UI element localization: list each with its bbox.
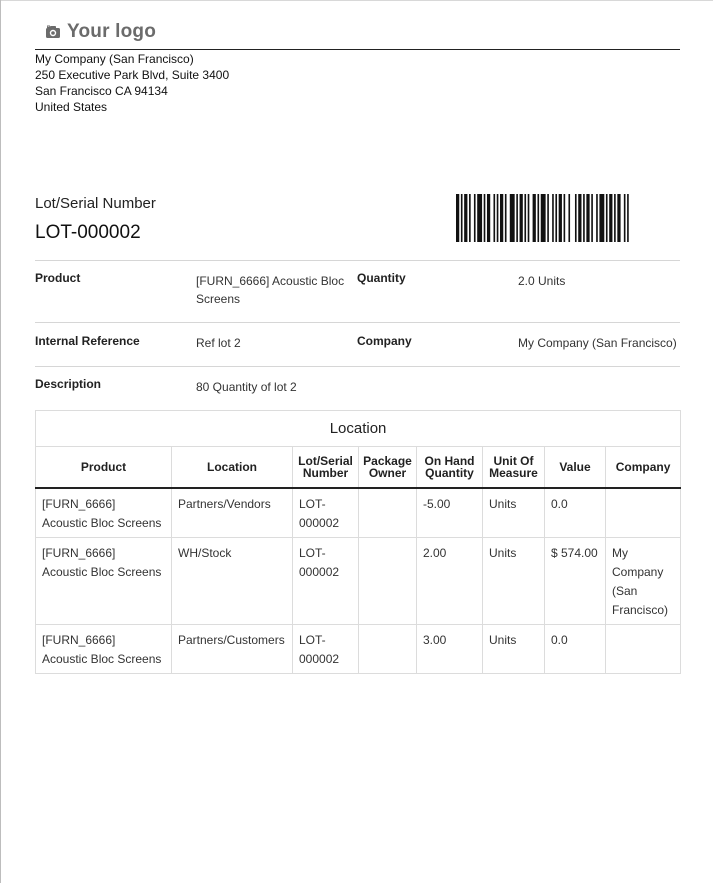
barcode-bar <box>528 194 530 242</box>
barcode-bar <box>547 194 549 242</box>
barcode-bar <box>461 194 463 242</box>
col-company: Company <box>606 447 681 489</box>
cell-quantity: -5.00 <box>417 488 483 538</box>
cell-value: 0.0 <box>545 488 606 538</box>
barcode-bar <box>493 194 495 242</box>
table-row <box>36 625 681 674</box>
quantity-value: 2.0 Units <box>518 274 566 288</box>
cell-uom: Units <box>483 538 545 625</box>
header-divider <box>35 49 680 50</box>
barcode-bar <box>627 194 629 242</box>
company-label: Company <box>357 334 412 348</box>
camera-icon <box>45 25 61 39</box>
lot-number: LOT-000002 <box>35 222 141 243</box>
barcode-bar <box>624 194 626 242</box>
col-on-hand-quantity: On Hand Quantity <box>417 447 483 489</box>
company-country: United States <box>35 100 108 114</box>
col-product: Product <box>36 447 172 489</box>
cell-company <box>606 488 681 538</box>
barcode-bar <box>596 194 598 242</box>
barcode-bar <box>559 194 562 242</box>
details-divider-top <box>35 260 680 261</box>
barcode-bar <box>564 194 566 242</box>
barcode-bar <box>575 194 577 242</box>
table-row <box>36 488 681 538</box>
barcode-bar <box>599 194 604 242</box>
barcode-bar <box>516 194 518 242</box>
col-package-owner: Package Owner <box>359 447 417 489</box>
col-location: Location <box>172 447 293 489</box>
cell-uom: Units <box>483 625 545 674</box>
product-value-line2: Screens <box>196 292 241 306</box>
cell-location: Partners/Customers <box>172 625 293 674</box>
cell-product: [FURN_6666] Acoustic Bloc Screens <box>36 625 172 674</box>
barcode-bar <box>477 194 482 242</box>
col-lot-serial: Lot/Serial Number <box>293 447 359 489</box>
cell-lot: LOT- 000002 <box>293 625 359 674</box>
company-value: My Company (San Francisco) <box>518 336 677 350</box>
barcode-bar <box>474 194 476 242</box>
lot-barcode <box>456 194 632 242</box>
cell-lot: LOT- 000002 <box>293 538 359 625</box>
logo-text: Your logo <box>67 21 157 42</box>
location-table <box>35 410 681 674</box>
company-street: 250 Executive Park Blvd, Suite 3400 <box>35 68 230 82</box>
barcode-bar <box>520 194 523 242</box>
barcode-bar <box>533 194 536 242</box>
barcode-bar <box>497 194 499 242</box>
barcode-bar <box>606 194 608 242</box>
barcode-bar <box>456 194 459 242</box>
company-name: My Company (San Francisco) <box>35 52 194 66</box>
col-value: Value <box>545 447 606 489</box>
quantity-label: Quantity <box>357 271 406 285</box>
cell-quantity: 3.00 <box>417 625 483 674</box>
barcode-bar <box>541 194 546 242</box>
cell-company <box>606 625 681 674</box>
location-table-header <box>36 447 681 489</box>
location-table-title: Location <box>36 411 681 447</box>
cell-location: WH/Stock <box>172 538 293 625</box>
barcode-bar <box>555 194 557 242</box>
barcode-bar <box>524 194 526 242</box>
cell-lot: LOT- 000002 <box>293 488 359 538</box>
product-label: Product <box>35 271 81 285</box>
cell-owner <box>359 625 417 674</box>
barcode-bar <box>505 194 507 242</box>
details-divider-2 <box>35 322 680 323</box>
barcode-bar <box>537 194 539 242</box>
barcode-bar <box>500 194 503 242</box>
cell-uom: Units <box>483 488 545 538</box>
internal-ref-label: Internal Reference <box>35 334 140 348</box>
barcode-bar <box>591 194 593 242</box>
page-top-edge <box>0 0 713 1</box>
barcode-bar <box>568 194 570 242</box>
barcode-bar <box>469 194 471 242</box>
details-divider-3 <box>35 366 680 367</box>
cell-company: My Company (San Francisco) <box>606 538 681 625</box>
product-value-line1: [FURN_6666] Acoustic Bloc <box>196 274 345 288</box>
company-city: San Francisco CA 94134 <box>35 84 168 98</box>
cell-owner <box>359 488 417 538</box>
barcode-bar <box>552 194 554 242</box>
barcode-bar <box>583 194 585 242</box>
barcode-bar <box>609 194 612 242</box>
description-label: Description <box>35 377 102 391</box>
page-left-edge <box>0 0 1 883</box>
product-value <box>196 272 344 308</box>
table-row <box>36 538 681 625</box>
cell-value: 0.0 <box>545 625 606 674</box>
barcode-bar <box>484 194 486 242</box>
cell-value: $ 574.00 <box>545 538 606 625</box>
cell-quantity: 2.00 <box>417 538 483 625</box>
barcode-bar <box>464 194 467 242</box>
col-unit-of-measure: Unit Of Measure <box>483 447 545 489</box>
cell-product: [FURN_6666] Acoustic Bloc Screens <box>36 488 172 538</box>
barcode-bar <box>614 194 616 242</box>
barcode-bar <box>510 194 515 242</box>
cell-product: [FURN_6666] Acoustic Bloc Screens <box>36 538 172 625</box>
barcode-bar <box>487 194 490 242</box>
company-logo <box>45 20 156 44</box>
barcode-bar <box>586 194 589 242</box>
internal-ref-value: Ref lot 2 <box>196 336 241 350</box>
description-value: 80 Quantity of lot 2 <box>196 380 297 394</box>
barcode-bar <box>578 194 581 242</box>
cell-owner <box>359 538 417 625</box>
company-address <box>35 51 229 115</box>
barcode-bar <box>617 194 620 242</box>
document-title: Lot/Serial Number <box>35 195 156 212</box>
cell-location: Partners/Vendors <box>172 488 293 538</box>
